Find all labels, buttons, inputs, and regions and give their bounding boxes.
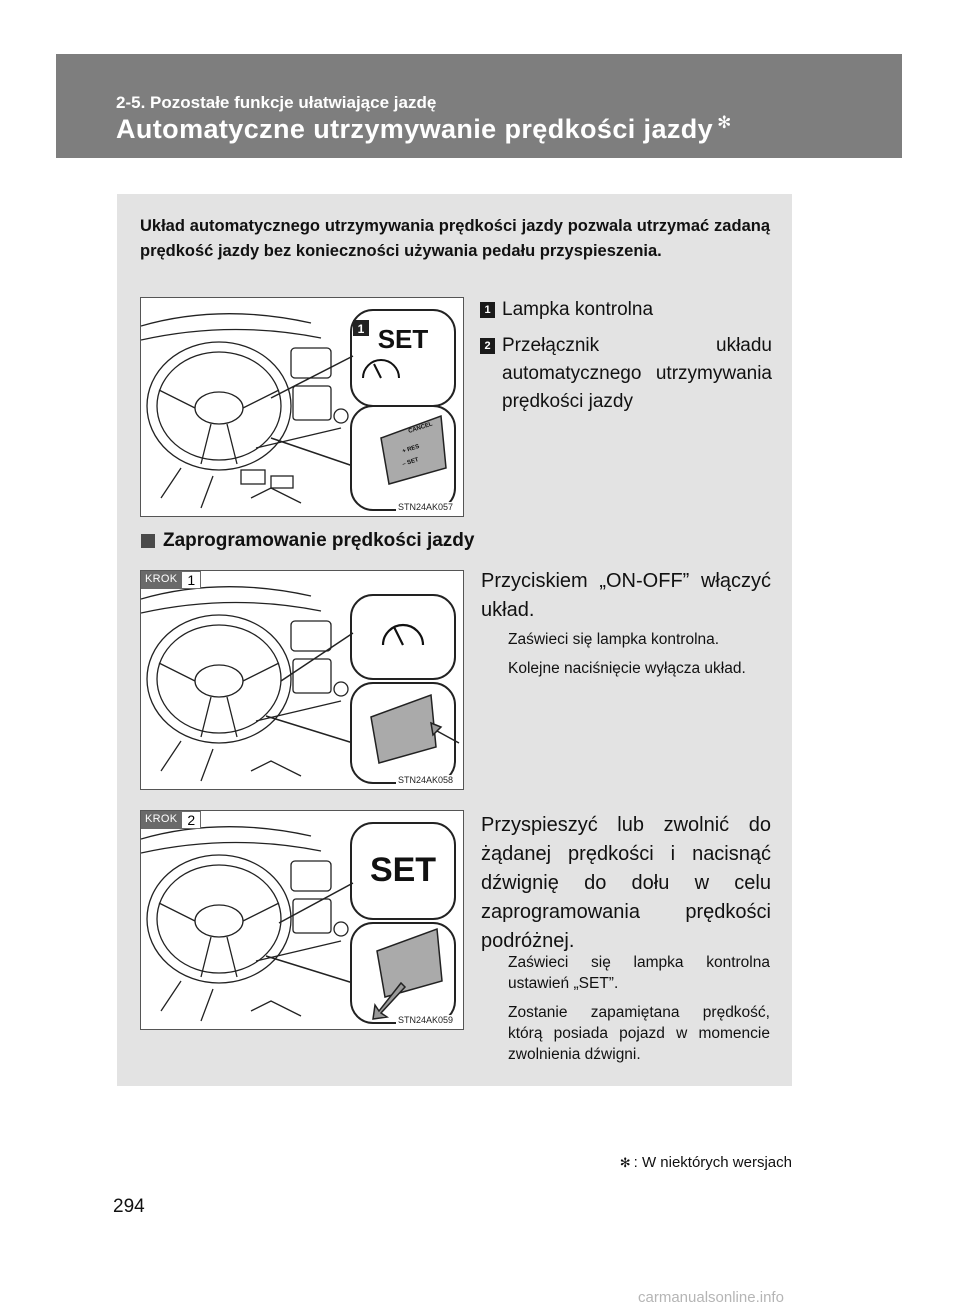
legend-number-icon: 1 xyxy=(480,302,495,318)
step-1-text: Przyciskiem „ON-OFF” włączyć układ. xyxy=(481,570,771,621)
legend-number-icon: 2 xyxy=(480,338,495,354)
step-badge-number: 2 xyxy=(181,811,201,829)
step-badge-word: KROK xyxy=(141,811,181,829)
figure-code: STN24AK057 xyxy=(397,502,453,512)
asterisk-icon: ✻ xyxy=(717,113,732,132)
legend xyxy=(480,296,772,416)
dashboard-illustration xyxy=(141,811,464,1030)
section-label: 2-5. Pozostałe funkcje ułatwiające jazdę xyxy=(116,93,437,112)
legend-text: Lampka kontrolna xyxy=(502,299,654,320)
page-title-text: Automatyczne utrzymywanie prędkości jazdy xyxy=(116,114,714,144)
step-1-figure xyxy=(140,570,464,790)
overview-figure xyxy=(140,297,464,517)
lever-cancel-label: CANCEL xyxy=(407,421,434,435)
step-2-text: Przyspieszyć lub zwolnić do żądanej prędkości i nacisnąć dźwignię do dołu w celu zaprogramowania prędkości podróżnej. xyxy=(481,814,771,952)
step-1-notes xyxy=(508,629,770,679)
legend-item-1 xyxy=(480,296,772,324)
step-note: Zaświeci się lampka kontrolna. xyxy=(508,631,720,648)
page-number: 294 xyxy=(113,1196,145,1217)
figure-code: STN24AK059 xyxy=(397,1015,453,1025)
step-note: Zostanie zapamiętana prędkość, którą posiada pojazd w momencie zwolnienia dźwigni. xyxy=(508,1004,770,1063)
subheading xyxy=(141,530,474,552)
square-bullet-icon xyxy=(141,534,155,548)
dashboard-illustration xyxy=(141,298,464,517)
legend-text: Przełącznik układu automatycznego utrzymywania prędkości jazdy xyxy=(502,335,772,412)
page-title xyxy=(116,113,732,145)
lever-set-label: – SET xyxy=(401,457,420,468)
callout-number-1: 1 xyxy=(357,322,365,336)
figure-code: STN24AK058 xyxy=(397,775,453,785)
chapter-header xyxy=(56,54,902,158)
asterisk-icon: ✻ xyxy=(619,1154,631,1170)
step-note: Kolejne naciśnięcie wyłącza układ. xyxy=(508,660,746,677)
step-badge xyxy=(141,571,201,589)
footnote-text: : W niektórych wersjach xyxy=(633,1154,792,1171)
footnote xyxy=(620,1154,792,1171)
subheading-text: Zaprogramowanie prędkości jazdy xyxy=(163,530,475,551)
step-2-figure xyxy=(140,810,464,1030)
step-badge-word: KROK xyxy=(141,571,181,589)
set-indicator-text: SET xyxy=(369,851,437,889)
legend-item-2 xyxy=(480,332,772,416)
lever-res-label: + RES xyxy=(401,443,421,455)
step-badge xyxy=(141,811,201,829)
dashboard-illustration xyxy=(141,571,464,790)
step-2-notes xyxy=(508,952,770,1065)
step-note: Zaświeci się lampka kontrolna ustawień „SET”. xyxy=(508,954,770,992)
intro-paragraph: Układ automatycznego utrzymywania prędkości jazdy pozwala utrzymać zadaną prędkość jazdy bez konieczności używania pedału przyspieszenia. xyxy=(140,217,770,260)
set-indicator-text: SET xyxy=(377,324,429,354)
watermark: carmanualsonline.info xyxy=(638,1289,784,1306)
step-badge-number: 1 xyxy=(181,571,201,589)
